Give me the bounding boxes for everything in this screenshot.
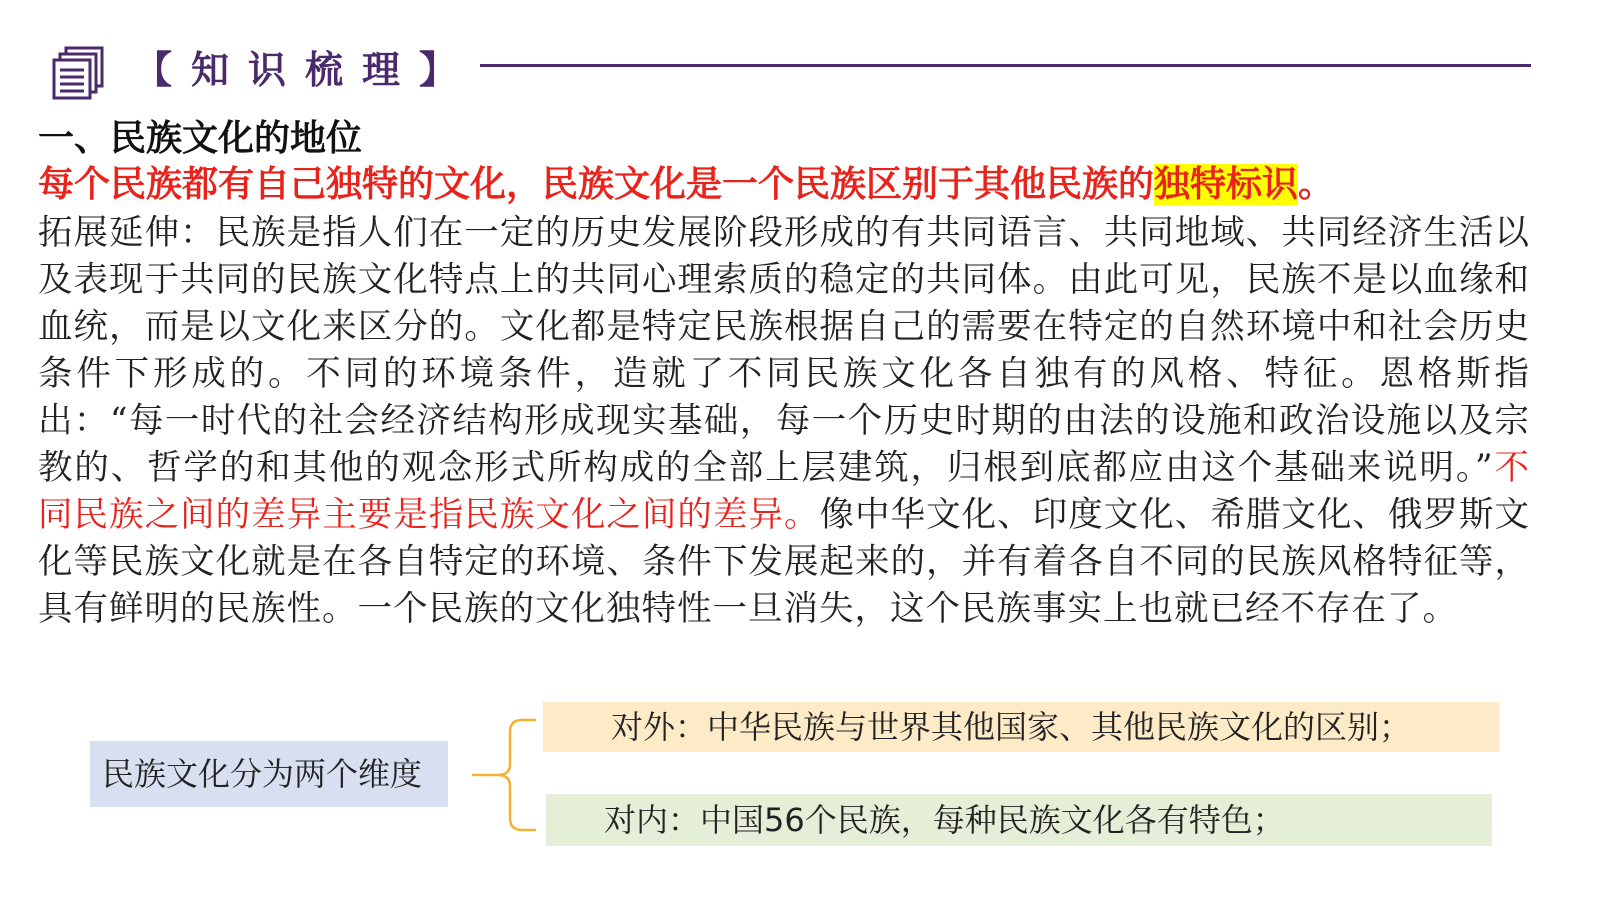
key-point — [38, 160, 1334, 210]
brace-connector — [470, 716, 540, 834]
key-point-highlight: 独特标识 — [1154, 164, 1299, 205]
key-point-text: 每个民族都有自己独特的文化，民族文化是一个民族区别于其他民族的 — [38, 164, 1155, 205]
paragraph-part-3: 像中华文化、印度文化、希腊文化、俄罗斯文化等民族文化就是在各自特定的环境、条件下发展起来的，并有着各自不同的民族风格特征等，具有鲜明的民族性。一个民族的文化独特性一旦消失，这个民族事实上也就已经不存在了。 — [38, 495, 1531, 629]
extension-paragraph — [38, 210, 1530, 633]
paragraph-emphasis: 不同民族之间的差异主要是指民族文化之间的差异。 — [38, 448, 1530, 535]
page-title: 【知识梳理】 — [134, 48, 477, 92]
paragraph-part-1: 拓展延伸：民族是指人们在一定的历史发展阶段形成的有共同语言、共同地域、共同经济生活以及表现于共同的民族文化特点上的共同心理索质的稳定的共同体。由此可见，民族不是以血缘和血统，而是以文化来区分的。文化都是特定民族根据自己的需要在特定的自然环境中和社会历史条件下形成的。不同的环境条件，造就了不同民族文化各自独有的风格、特征。恩格斯指出：“每一时代的社会经济结构形成现实基础，每一个历史时期的由法的设施和政治设施以及宗教的、哲学的和其他的观念形式所构成的全部上层建筑，归根到底都应由这个基础来说明。” — [38, 213, 1530, 488]
internal-dimension-box: 对内：中国56个民族，每种民族文化各有特色； — [546, 794, 1492, 846]
external-dimension-box: 对外：中华民族与世界其他国家、其他民族文化的区别； — [543, 702, 1499, 752]
dimension-root-box: 民族文化分为两个维度 — [90, 741, 448, 807]
header-divider — [480, 64, 1531, 67]
key-point-end: 。 — [1298, 164, 1335, 205]
section-heading: 一、民族文化的地位 — [38, 118, 363, 159]
document-stack-icon — [52, 46, 106, 100]
